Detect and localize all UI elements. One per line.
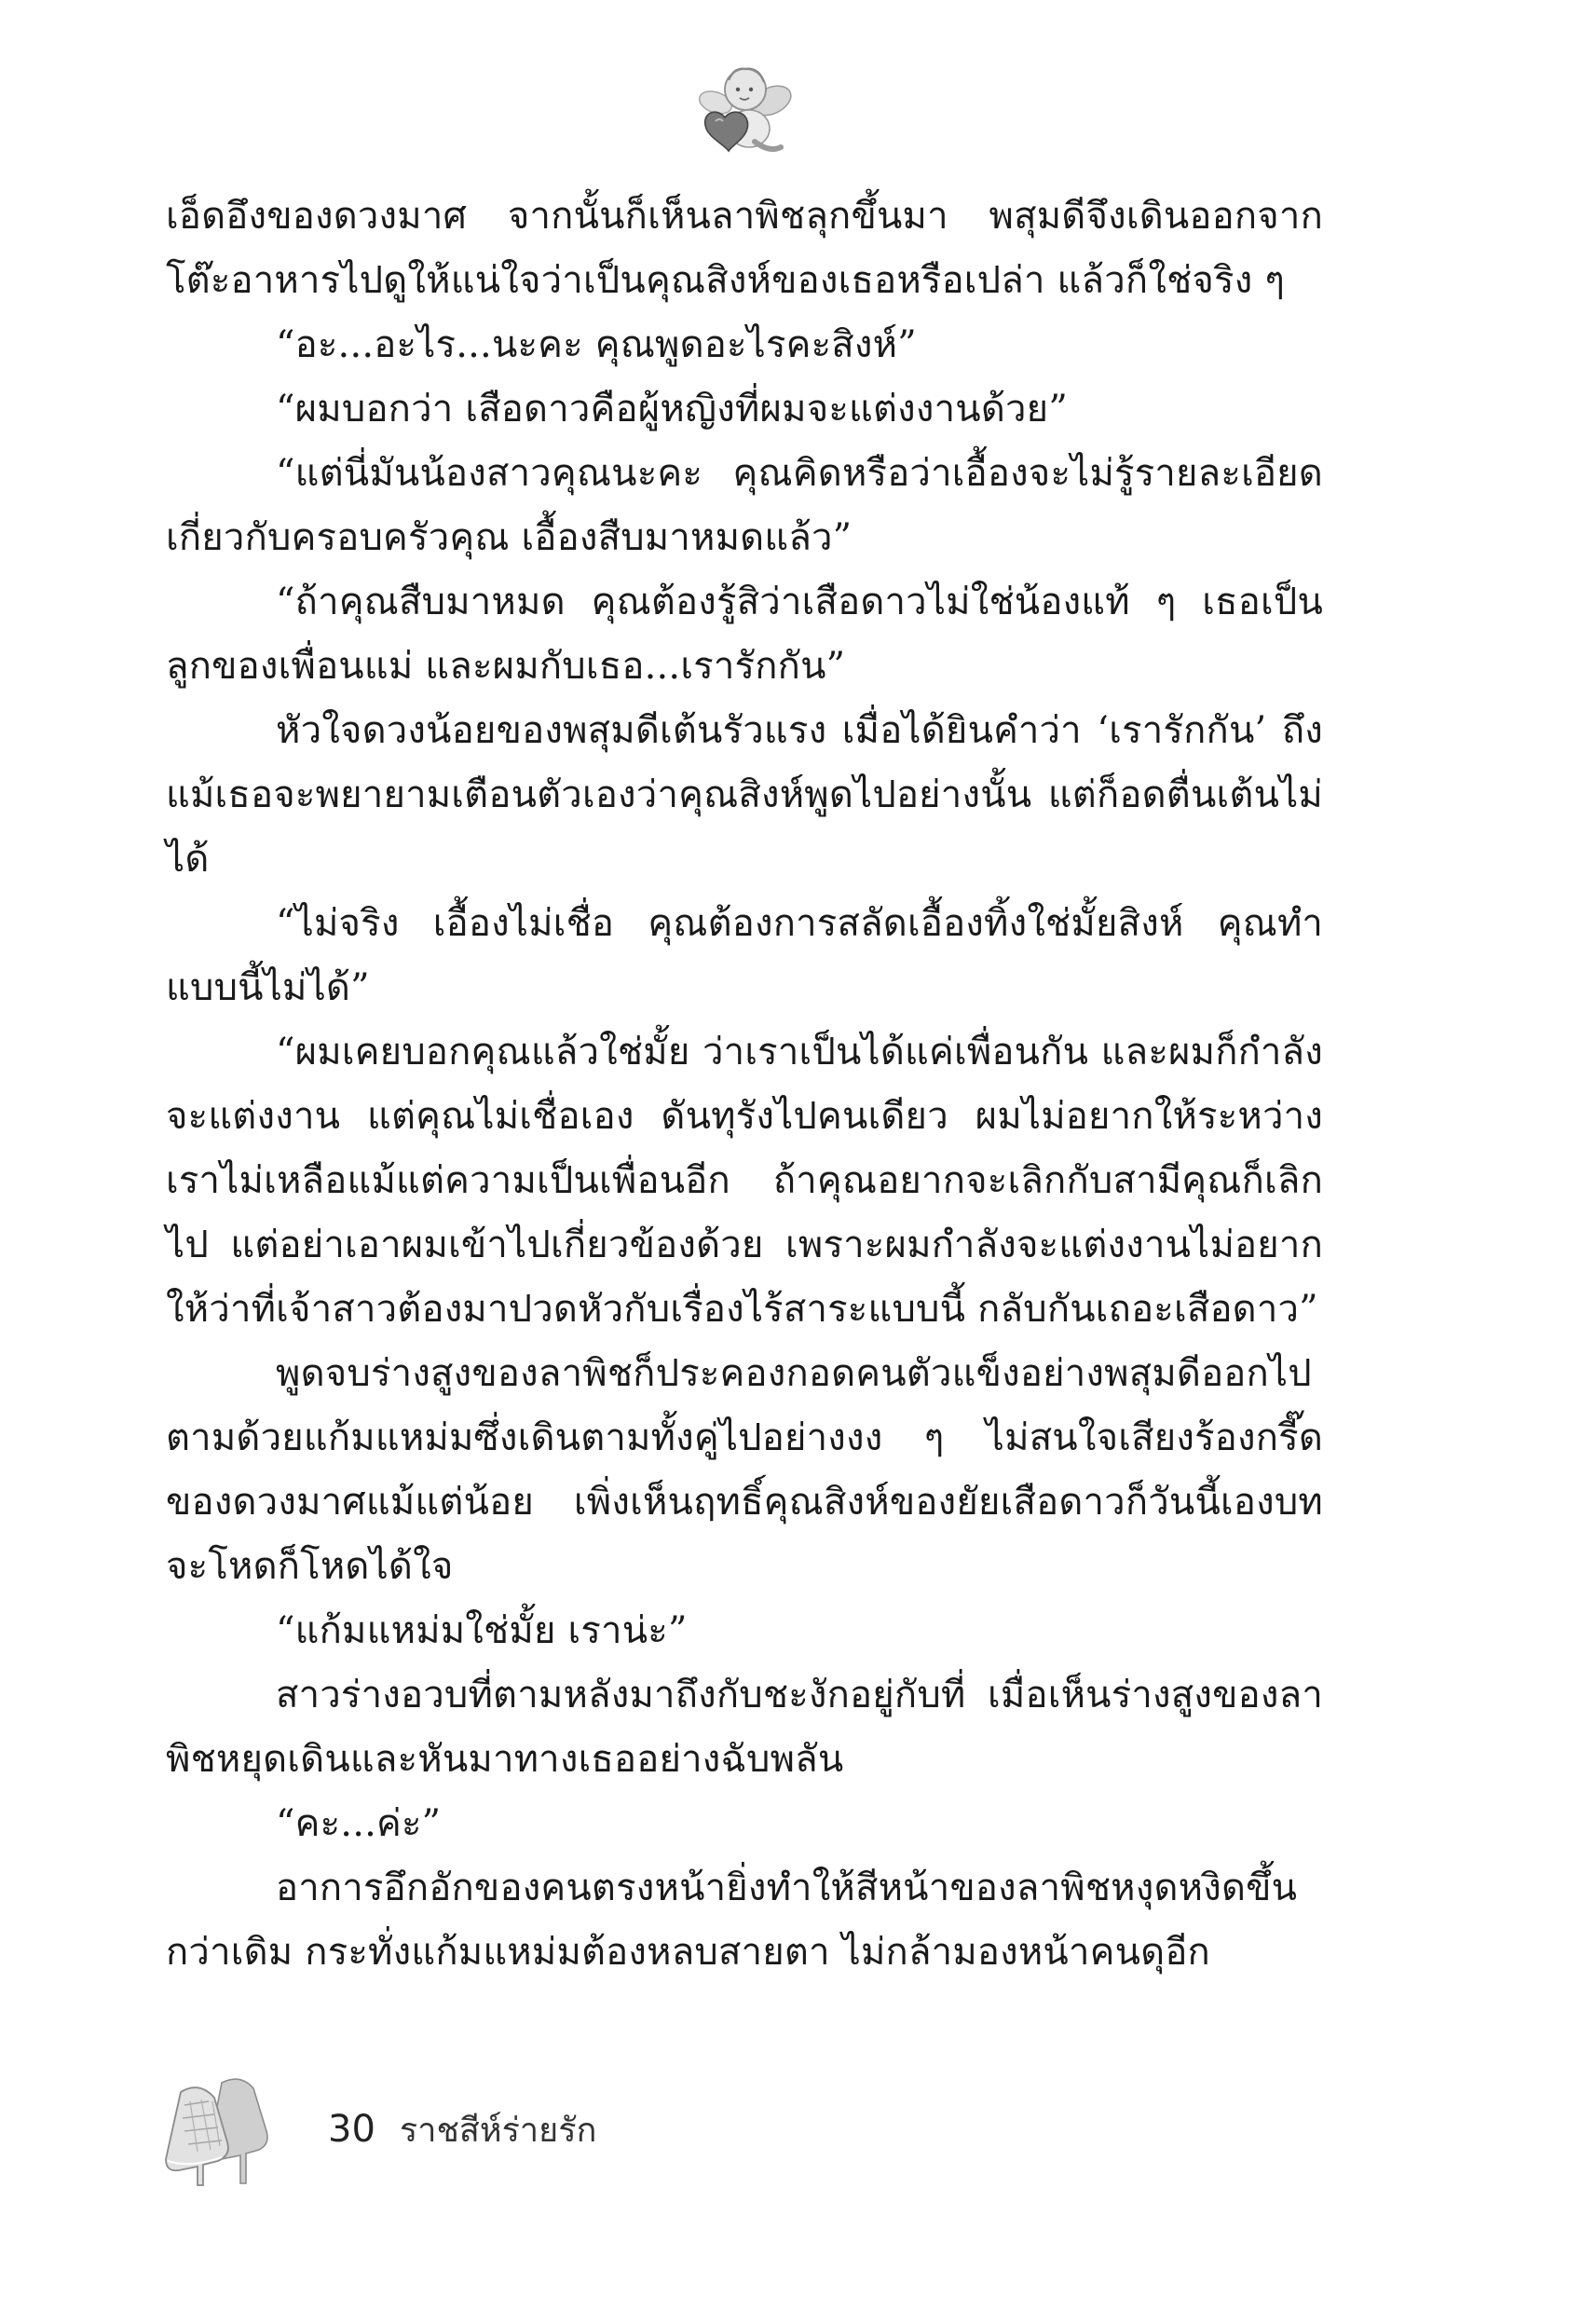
- cupid-with-heart-icon: [688, 56, 799, 168]
- paragraph: “แต่นี่มันน้องสาวคุณนะคะ คุณคิดหรือว่าเอื้องจะไม่รู้รายละเอียดเกี่ยวกับครอบครัวคุณ เอื้องสืบมาหมดแล้ว”: [166, 452, 1323, 559]
- paragraph: “ไม่จริง เอื้องไม่เชื่อ คุณต้องการสลัดเอื้องทิ้งใช่มั้ยสิงห์ คุณทำแบบนี้ไม่ได้”: [166, 902, 1323, 1009]
- page-number: 30: [328, 2108, 375, 2151]
- paragraph: “แก้มแหม่มใช่มั้ย เราน่ะ”: [276, 1609, 688, 1652]
- paragraph: “อะ...อะไร...นะคะ คุณพูดอะไรคะสิงห์”: [276, 323, 917, 366]
- paragraph: สาวร่างอวบที่ตามหลังมาถึงกับชะงักอยู่กับที่ เมื่อเห็นร่างสูงของลาพิชหยุดเดินและหันมาทางเธออย่างฉับพลัน: [166, 1674, 1323, 1781]
- high-heel-shoe-icon: [157, 2064, 296, 2190]
- paragraph: พูดจบร่างสูงของลาพิชก็ประคองกอดคนตัวแข็งอย่างพสุมดีออกไปตามด้วยแก้มแหม่มซึ่งเดินตามทั้งคู่ไปอย่างงง ๆ ไม่สนใจเสียงร้องกรี๊ดของดวงมาศแม้แต่น้อย เพิ่งเห็นฤทธิ์คุณสิงห์ของยัยเสือดาวก็วันนี้เองบทจะโหดก็โหดได้ใจ: [166, 1352, 1323, 1588]
- page-footer: [328, 2101, 596, 2157]
- paragraph: “ผมเคยบอกคุณแล้วใช่มั้ย ว่าเราเป็นได้แค่เพื่อนกัน และผมก็กำลังจะแต่งงาน แต่คุณไม่เชื่อเอง ดันทุรังไปคนเดียว ผมไม่อยากให้ระหว่างเราไม่เหลือแม้แต่ความเป็นเพื่อนอีก ถ้าคุณอยากจะเลิกกับสามีคุณก็เลิกไป แต่อย่าเอาผมเข้าไปเกี่ยวข้องด้วย เพราะผมกำลังจะแต่งงานไม่อยากให้ว่าที่เจ้าสาวต้องมาปวดหัวกับเรื่องไร้สาระแบบนี้ กลับกันเถอะเสือดาว”: [166, 1031, 1323, 1331]
- paragraph: “ถ้าคุณสืบมาหมด คุณต้องรู้สิว่าเสือดาวไม่ใช่น้องแท้ ๆ เธอเป็นลูกของเพื่อนแม่ และผมกับเธอ...เรารักกัน”: [166, 581, 1323, 688]
- cupid-svg: [688, 56, 799, 168]
- body-text: [166, 185, 1323, 1985]
- paragraph: “ผมบอกว่า เสือดาวคือผู้หญิงที่ผมจะแต่งงานด้วย”: [276, 388, 1068, 431]
- book-title: ราชสีห์ร่ายรัก: [399, 2111, 597, 2150]
- paragraph: อาการอึกอักของคนตรงหน้ายิ่งทำให้สีหน้าของลาพิชหงุดหงิดขึ้นกว่าเดิม กระทั่งแก้มแหม่มต้องหลบสายตา ไม่กล้ามองหน้าคนดุอีก: [166, 1867, 1298, 1974]
- paragraph: “คะ...ค่ะ”: [276, 1802, 442, 1845]
- shoe-svg: [157, 2064, 296, 2190]
- paragraph: หัวใจดวงน้อยของพสุมดีเต้นรัวแรง เมื่อได้ยินคำว่า ‘เรารักกัน’ ถึงแม้เธอจะพยายามเตือนตัวเองว่าคุณสิงห์พูดไปอย่างนั้น แต่ก็อดตื่นเต้นไม่ได้: [166, 709, 1323, 881]
- paragraph: เอ็ดอึงของดวงมาศ จากนั้นก็เห็นลาพิชลุกขึ้นมา พสุมดีจึงเดินออกจากโต๊ะอาหารไปดูให้แน่ใจว่าเป็นคุณสิงห์ของเธอหรือเปล่า แล้วก็ใช่จริง ๆ: [166, 195, 1323, 302]
